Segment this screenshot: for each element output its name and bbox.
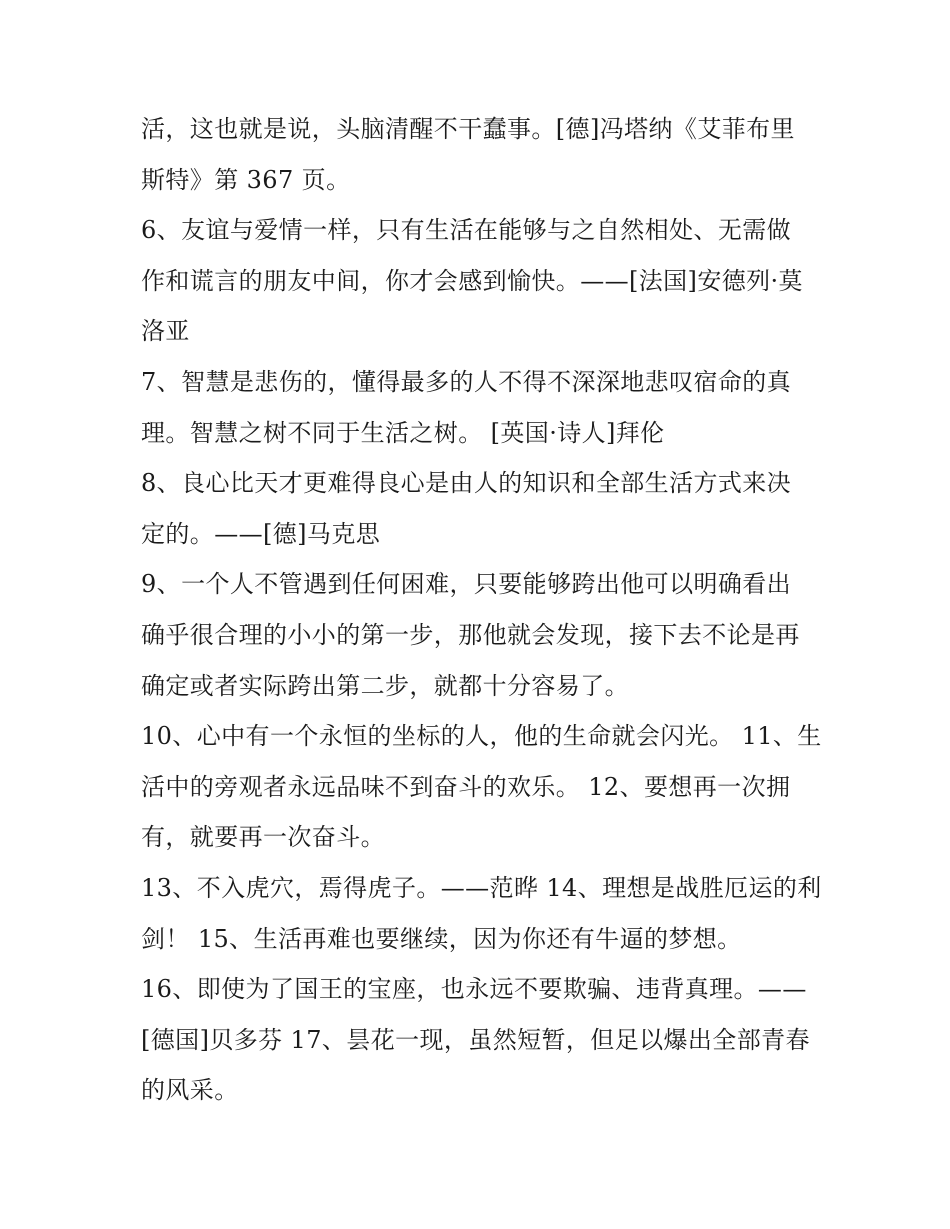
- text-line: 活中的旁观者永远品味不到奋斗的欢乐。 12、要想再一次拥: [141, 772, 791, 801]
- quote-text-block: [141, 104, 821, 1116]
- text-line: 9、一个人不管遇到任何困难，只要能够跨出他可以明确看出: [141, 570, 792, 599]
- text-line: 确乎很合理的小小的第一步，那他就会发现，接下去不论是再: [141, 620, 800, 649]
- text-line: 斯特》第 367 页。: [141, 165, 351, 194]
- text-line: 有，就要再一次奋斗。: [141, 823, 385, 852]
- text-line: 13、不入虎穴，焉得虎子。——范晔 14、理想是战胜厄运的利: [141, 873, 822, 902]
- text-line: 洛亚: [141, 317, 190, 346]
- text-line: 10、心中有一个永恒的坐标的人，他的生命就会闪光。 11、生: [141, 722, 822, 751]
- text-line: 剑！ 15、生活再难也要继续，因为你还有牛逼的梦想。: [141, 924, 742, 953]
- text-line: 8、良心比天才更难得良心是由人的知识和全部生活方式来决: [141, 469, 792, 498]
- text-line: 确定或者实际跨出第二步，就都十分容易了。: [141, 671, 629, 700]
- text-line: [德国]贝多芬 17、昙花一现，虽然短暂，但足以爆出全部青春: [141, 1025, 810, 1054]
- text-line: 7、智慧是悲伤的，懂得最多的人不得不深深地悲叹宿命的真: [141, 367, 792, 396]
- text-line: 的风采。: [141, 1076, 239, 1105]
- text-line: 活，这也就是说，头脑清醒不干蠢事。[德]冯塔纳《艾菲布里: [141, 115, 795, 143]
- text-line: 理。智慧之树不同于生活之树。 [英国·诗人]拜伦: [141, 418, 665, 447]
- text-line: 定的。——[德]马克思: [141, 519, 381, 548]
- text-line: 16、即使为了国王的宝座，也永远不要欺骗、违背真理。——: [141, 975, 807, 1004]
- text-line: 6、友谊与爱情一样，只有生活在能够与之自然相处、无需做: [141, 216, 792, 245]
- text-line: 作和谎言的朋友中间，你才会感到愉快。——[法国]安德列·莫: [141, 266, 803, 295]
